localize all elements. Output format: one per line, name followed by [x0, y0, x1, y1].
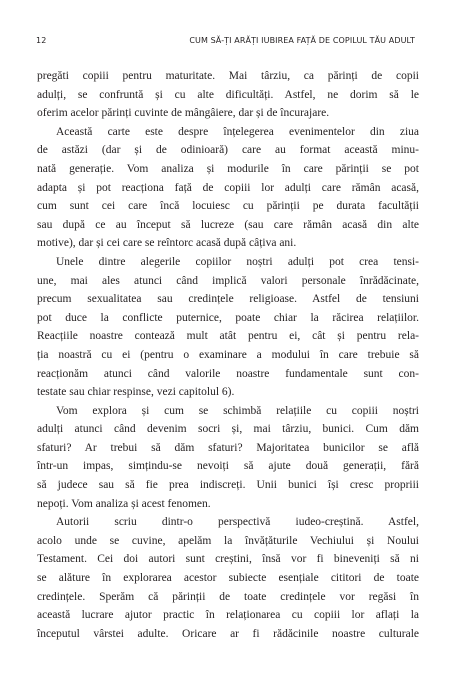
text-line: oferim acelor părinți cuvinte de mângâiere, dar și de încurajare. [37, 107, 330, 120]
text-line: nată generație. Vom analiza și modurile în care părinții se pot [37, 162, 419, 175]
text-line: precum sexualitatea sau credințele religioase. Astfel de tensiuni [37, 293, 419, 306]
text-line: adulți, se confruntă și cu alte dificultăți. Astfel, ne dorim să le [37, 88, 419, 101]
text-line: Autorii scriu dintr-o perspectivă iudeo-creștină. Astfel, [56, 516, 419, 529]
text-line: motive), dar și cei care se reîntorc acasă după câțiva ani. [37, 237, 297, 250]
text-line: să judece sau să fie prea indiscreți. Unii bunici își cresc propriii [37, 479, 419, 492]
text-line: începutul vârstei adulte. Oricare ar fi rădăcinile noastre culturale [37, 627, 419, 640]
running-header [36, 36, 415, 45]
text-line: sfaturi? Ar trebui să dăm sfaturi? Majoritatea bunicilor se află [37, 441, 419, 454]
body-text [37, 67, 419, 643]
text-line: sau după ce au început să lucreze (sau care rămân acasă din alte [37, 218, 419, 231]
text-line: acolo unde se cuvine, apelăm la învățăturile Vechiului și Noului [37, 534, 419, 547]
text-line: credințele. Sperăm că părinții de toate credințele vor regăsi în [37, 590, 419, 603]
text-line: această lucrare ajutor practic în relaționarea cu copiii lor aflați la [37, 609, 419, 622]
text-line: Această carte este despre înțelegerea evenimentelor din ziua [56, 125, 419, 138]
text-line: într-un impas, simțindu-se nevoiți să ajute două generații, fără [37, 460, 419, 473]
text-line: testate sau chiar respinse, vezi capitolul 6). [37, 386, 235, 399]
text-line: pregăti copiii pentru maturitate. Mai târziu, ca părinți de copii [37, 70, 419, 82]
text-line: une, mai ales atunci când implică valori personale înrădăcinate, [37, 274, 419, 287]
text-line: Unele dintre alegerile copiilor noștri adulți pot crea tensi- [56, 255, 419, 268]
page-number: 12 [36, 36, 47, 45]
text-line: nepoți. Vom analiza și acest fenomen. [37, 497, 211, 510]
text-line: se alăture în explorarea acestor subiecte esențiale cititori de toate [37, 572, 419, 585]
running-title: CUM SĂ-ȚI ARĂȚI IUBIREA FAȚĂ DE COPILUL TĂU ADULT [189, 36, 415, 45]
text-line: de astăzi (dar și de odinioară) care au format această minu- [37, 144, 419, 157]
text-line: Testament. Cei doi autori sunt creștini, însă vor fi bineveniți să ni [37, 553, 419, 566]
text-line: Reacțiile noastre contează mult atât pentru ei, cât și pentru rela- [37, 330, 419, 343]
text-line: pot duce la conflicte puternice, poate chiar la răcirea relațiilor. [37, 311, 419, 324]
text-line: Vom explora și cum se schimbă relațiile cu copiii noștri [56, 404, 419, 417]
text-line: adulți atunci când devenim socri și, mai târziu, bunici. Cum dăm [37, 423, 419, 436]
text-line: reacționăm atunci când valorile noastre fundamentale sunt con- [37, 367, 419, 380]
text-line: ția noastră cu ei (pentru o examinare a modului în care trebuie să [37, 348, 419, 361]
text-line: adapta și pot reacționa față de copiii lor adulți care rămân acasă, [37, 181, 419, 194]
text-line: cum sunt cei care încă locuiesc cu părinții pe durata facultății [37, 200, 419, 213]
